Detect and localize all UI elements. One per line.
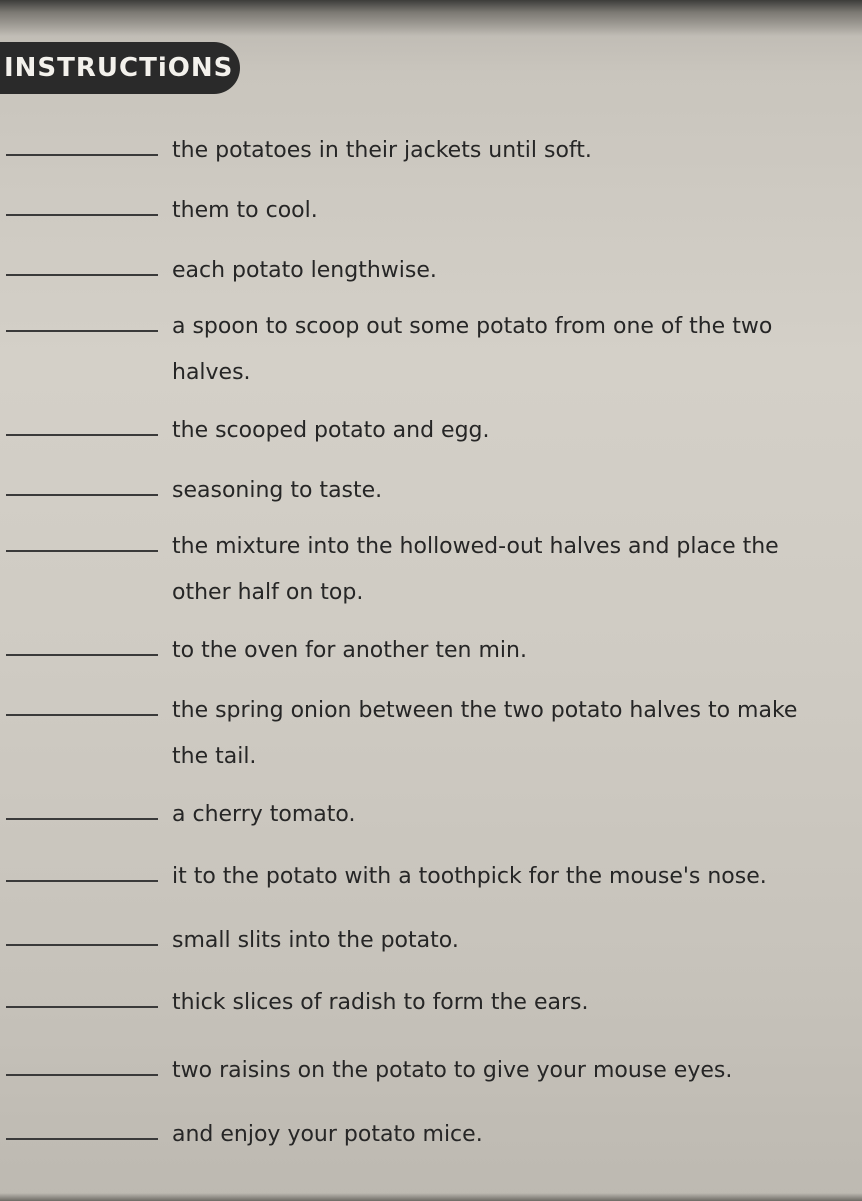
step-text: the scooped potato and egg. (172, 418, 490, 443)
step-text: thick slices of radish to form the ears. (172, 990, 589, 1015)
answer-blank[interactable] (6, 654, 158, 656)
step-text: seasoning to taste. (172, 478, 383, 503)
step-text: a spoon to scoop out some potato from one of the two halves. (172, 314, 773, 385)
answer-blank[interactable] (6, 1074, 158, 1076)
step-text: the potatoes in their jackets until soft. (172, 138, 592, 163)
answer-blank[interactable] (6, 330, 158, 332)
answer-blank[interactable] (6, 550, 158, 552)
step-text: a cherry tomato. (172, 802, 356, 827)
instructions-heading: INSTRUCTiONS (4, 53, 234, 83)
answer-blank[interactable] (6, 944, 158, 946)
step-text: them to cool. (172, 198, 318, 223)
answer-blank[interactable] (6, 1138, 158, 1140)
step-text: small slits into the potato. (172, 928, 459, 953)
answer-blank[interactable] (6, 274, 158, 276)
step-text: and enjoy your potato mice. (172, 1122, 483, 1147)
answer-blank[interactable] (6, 214, 158, 216)
answer-blank[interactable] (6, 714, 158, 716)
step-text: it to the potato with a toothpick for the mouse's nose. (172, 864, 767, 889)
answer-blank[interactable] (6, 494, 158, 496)
page-bottom-edge (0, 1193, 862, 1201)
step-text: the spring onion between the two potato halves to make the tail. (172, 698, 798, 769)
answer-blank[interactable] (6, 880, 158, 882)
step-text: each potato lengthwise. (172, 258, 437, 283)
answer-blank[interactable] (6, 818, 158, 820)
step-text: two raisins on the potato to give your mouse eyes. (172, 1058, 733, 1083)
answer-blank[interactable] (6, 434, 158, 436)
answer-blank[interactable] (6, 154, 158, 156)
step-text: to the oven for another ten min. (172, 638, 527, 663)
answer-blank[interactable] (6, 1006, 158, 1008)
step-text: the mixture into the hollowed-out halves and place the other half on top. (172, 534, 779, 605)
